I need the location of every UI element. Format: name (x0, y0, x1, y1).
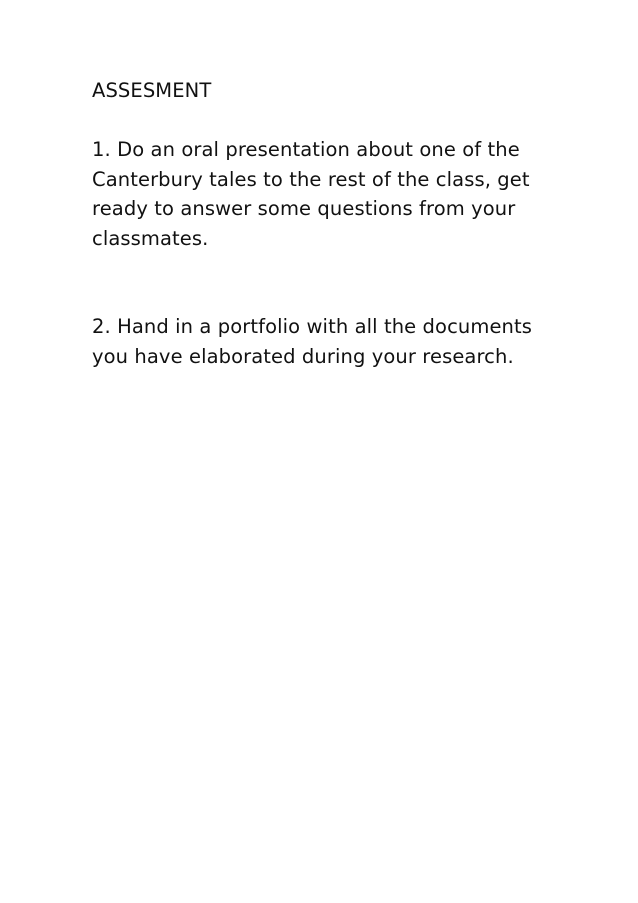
assessment-item-1 (92, 135, 562, 253)
item-2-line-2: you have elaborated during your research. (92, 344, 514, 368)
item-1-line-4: classmates. (92, 226, 209, 250)
document-content (92, 76, 562, 371)
item-1-line-3: ready to answer some questions from your (92, 197, 516, 220)
assessment-item-2 (92, 312, 562, 371)
item-1-line-2: Canterbury tales to the rest of the class, get (92, 167, 530, 191)
item-2-line-1: 2. Hand in a portfolio with all the documents (92, 315, 533, 338)
item-1-line-1: 1. Do an oral presentation about one of the (92, 138, 520, 161)
document-title: ASSESMENT (92, 79, 212, 102)
